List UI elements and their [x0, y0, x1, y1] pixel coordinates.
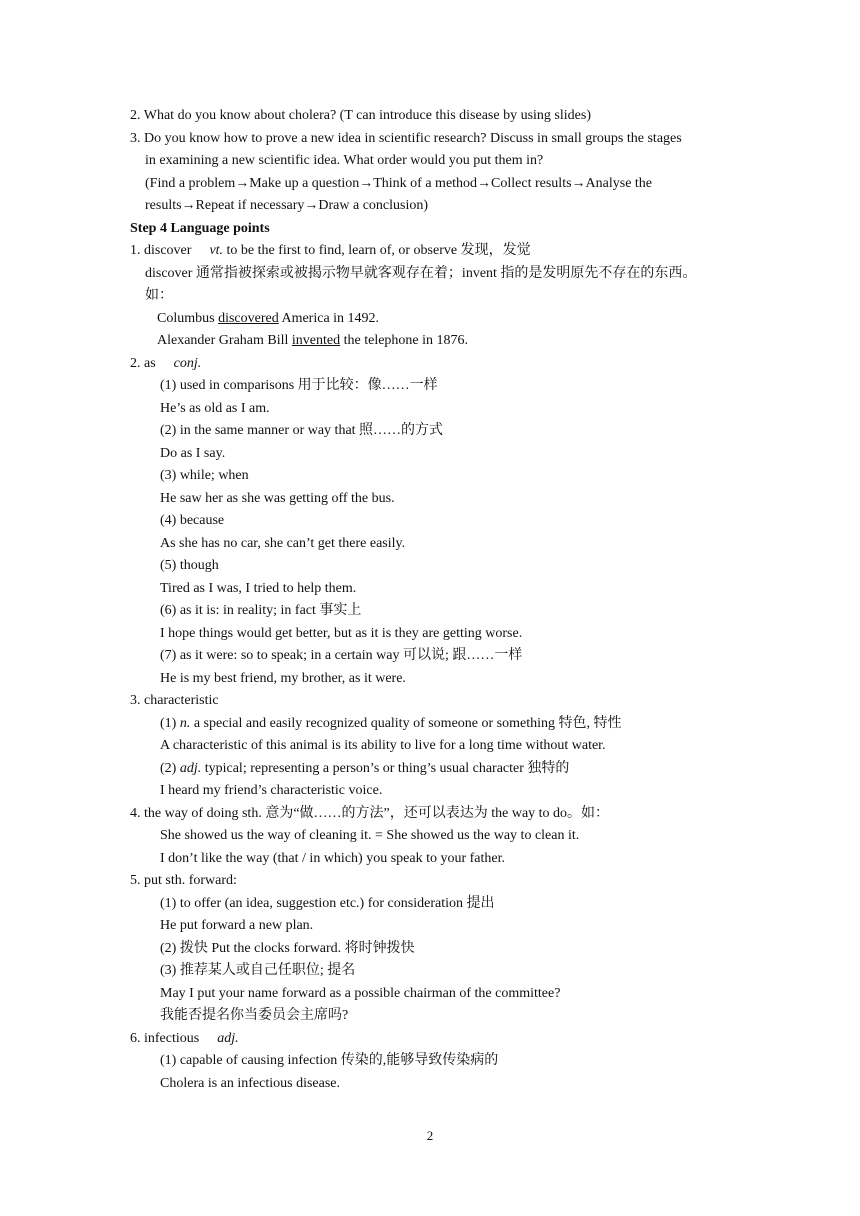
as-example-5: Tired as I was, I tried to help them. [160, 581, 357, 596]
as-example-2: Do as I say. [160, 446, 226, 461]
entry-way-of-doing: 4. the way of doing sth. 意为“做……的方法”，还可以表达为 the way to do。如： [130, 806, 610, 821]
question-3: 3. Do you know how to prove a new idea in scientific research? Discuss in small groups the stages [130, 131, 682, 146]
example-discovered: Columbus discovered America in 1492. [157, 311, 380, 326]
characteristic-example-1: A characteristic of this animal is its ability to live for a long time without water. [160, 738, 606, 753]
put-forward-sense-1: (1) to offer (an idea, suggestion etc.) for consideration 提出 [160, 896, 495, 911]
entry-infectious [130, 1030, 239, 1048]
question-2: 2. What do you know about cholera? (T can introduce this disease by using slides) [130, 108, 591, 123]
infectious-example-1: Cholera is an infectious disease. [160, 1076, 341, 1091]
part-of-speech: n. [179, 716, 191, 731]
infectious-sense-1: (1) capable of causing infection 传染的,能够导致传染病的 [160, 1053, 499, 1068]
way-example-2: I don’t like the way (that / in which) you speak to your father. [160, 851, 505, 866]
stages-line-1: (Find a problem→Make up a question→Think of a method→Collect results→Analyse the [145, 176, 653, 191]
discover-note-cont: 如： [145, 288, 173, 303]
characteristic-sense-2: (2) adj. typical; representing a person’s or thing’s usual character 独特的 [160, 761, 570, 776]
part-of-speech: adj. [217, 1031, 239, 1046]
example-invented: Alexander Graham Bill invented the telephone in 1876. [157, 333, 469, 348]
question-3-cont: in examining a new scientific idea. What order would you put them in? [145, 153, 544, 168]
entry-word: 2. as [130, 356, 156, 371]
as-example-6: I hope things would get better, but as it is they are getting worse. [160, 626, 523, 641]
underlined-word: invented [291, 333, 341, 348]
as-sense-6: (6) as it is: in reality; in fact 事实上 [160, 603, 362, 618]
as-sense-5: (5) though [160, 558, 219, 573]
entry-discover [130, 242, 531, 260]
section-heading: Step 4 Language points [130, 221, 270, 236]
discover-note: discover 通常指被探索或被揭示物早就客观存在着；invent 指的是发明原先不存在的东西。 [145, 266, 697, 281]
put-forward-translation: 我能否提名你当委员会主席吗? [160, 1008, 349, 1023]
entry-word: 1. discover [130, 243, 192, 258]
part-of-speech: conj. [173, 356, 202, 371]
as-example-3: He saw her as she was getting off the bus. [160, 491, 395, 506]
put-forward-example-1: He put forward a new plan. [160, 918, 314, 933]
put-forward-example-3: May I put your name forward as a possible chairman of the committee? [160, 986, 561, 1001]
part-of-speech: vt. [209, 243, 224, 258]
entry-characteristic: 3. characteristic [130, 693, 219, 708]
as-example-1: He’s as old as I am. [160, 401, 270, 416]
definition: to be the first to find, learn of, or observe 发现，发觉 [226, 243, 531, 258]
as-sense-4: (4) because [160, 513, 225, 528]
stages-line-2: results→Repeat if necessary→Draw a conclusion) [145, 198, 429, 213]
as-sense-1: (1) used in comparisons 用于比较：像……一样 [160, 378, 438, 393]
as-sense-2: (2) in the same manner or way that 照……的方式 [160, 423, 444, 438]
entry-put-forward: 5. put sth. forward: [130, 873, 237, 888]
underlined-word: discovered [218, 311, 279, 326]
as-sense-7: (7) as it were: so to speak; in a certain way 可以说; 跟……一样 [160, 648, 523, 663]
put-forward-sense-2: (2) 拨快 Put the clocks forward. 将时钟拨快 [160, 941, 415, 956]
as-example-4: As she has no car, she can’t get there easily. [160, 536, 406, 551]
characteristic-sense-1: (1) n. a special and easily recognized quality of someone or something 特色, 特性 [160, 716, 622, 731]
way-example-1: She showed us the way of cleaning it. = She showed us the way to clean it. [160, 828, 580, 843]
as-example-7: He is my best friend, my brother, as it were. [160, 671, 406, 686]
characteristic-example-2: I heard my friend’s characteristic voice. [160, 783, 383, 798]
as-sense-3: (3) while; when [160, 468, 249, 483]
page-number: 2 [426, 1128, 434, 1143]
entry-word: 6. infectious [130, 1031, 200, 1046]
part-of-speech: adj. [179, 761, 202, 776]
entry-as [130, 355, 201, 373]
put-forward-sense-3: (3) 推荐某人或自己任职位; 提名 [160, 963, 356, 978]
